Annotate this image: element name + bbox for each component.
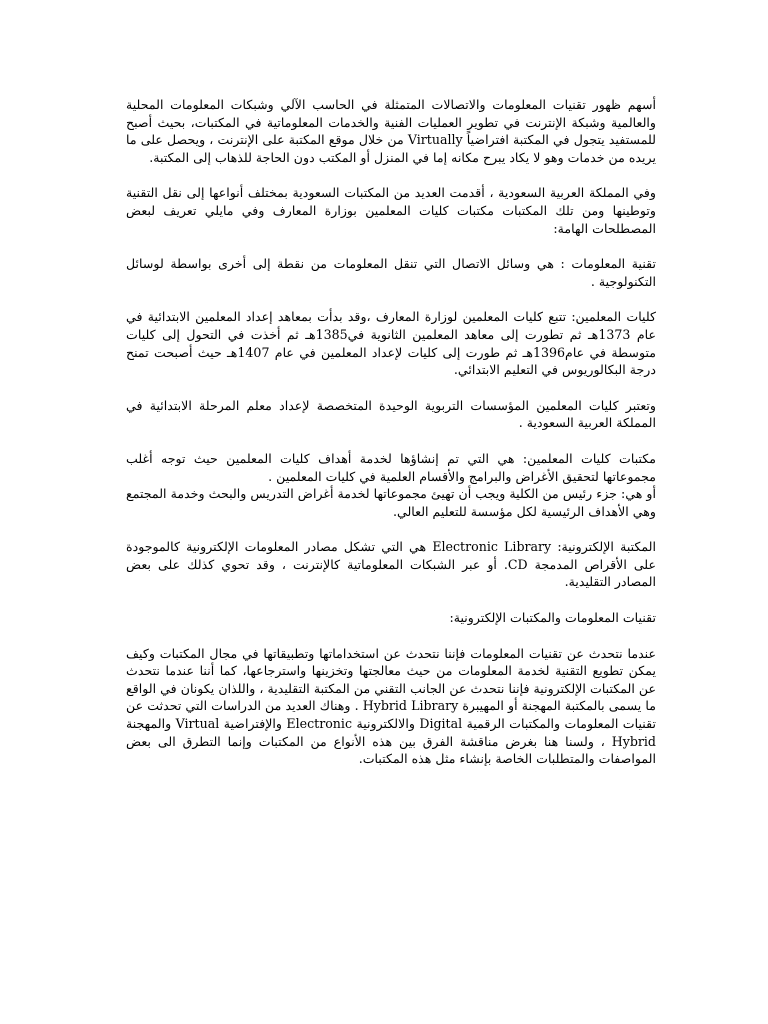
paragraph-it-and-libraries: عندما نتحدث عن تقنيات المعلومات فإننا نتحدث عن استخداماتها وتطبيقاتها في مجال المكتبات وكيف يمكن تطويع التقنية لخدمة المعلومات من حيث معالجتها وتخزينها واسترجاعها، كما أننا عندما نتحدث عن المكتبات الإلكترونية فإننا نتحدث عن الجانب التقني من المكتبة التقليدية ، واللذان يكونان في الواقع ما يسمى بالمكتبة المهجنة أو المهيبرة Hybrid Library . وهناك العديد من الدراسات التي تحدثت عن تقنيات المعلومات والمكتبات الرقمية Digital والالكترونية Electronic والإفتراضية Virtual والمهجنة Hybrid ، ولسنا هنا بغرض مناقشة الفرق بين هذه الأنواع من المكتبات وإنما التطرق الى بعض المواصفات والمتطلبات الخاصة بإنشاء مثل هذه المكتبات.	[126, 645, 656, 767]
paragraph-college-libraries-alt: أو هي: جزء رئيس من الكلية ويجب أن تهيئ مجموعاتها لخدمة أغراض التدريس والبحث وخدمة المجتمع وهي الأهداف الرئيسية لكل مؤسسة للتعليم العالي.	[126, 486, 656, 519]
paragraph-saudi-libraries: وفي المملكة العربية السعودية ، أقدمت العديد من المكتبات السعودية بمختلف أنواعها إلى نقل التقنية وتوطينها ومن تلك المكتبات مكتبات كليات المعلمين بوزارة المعارف وفي مايلي تعريف لبعض المصطلحات الهامة:	[126, 185, 656, 236]
document-body	[126, 96, 656, 786]
paragraph-electronic-library: المكتبة الإلكترونية: Electronic Library هي التي تشكل مصادر المعلومات الإلكترونية كالموجودة على الأقراص المدمجة CD. أو عبر الشبكات المعلوماتية كالإنترنت ، وقد تحوي كذلك على بعض المصادر التقليدية.	[126, 539, 656, 590]
paragraph-teachers-colleges: كليات المعلمين: تتبع كليات المعلمين لوزارة المعارف ،وقد بدأت بمعاهد إعداد المعلمين الابتدائية في عام 1373هـ ثم تطورت إلى معاهد المعلمين الثانوية في1385هـ ثم أخذت في التحول إلى كليات متوسطة في عام1396هـ ثم طورت إلى كليات لإعداد المعلمين في عام 1407هـ حيث أصبحت تمنح درجة البكالوريوس في التعليم الابتدائي.	[126, 309, 657, 378]
paragraph-college-libraries: مكتبات كليات المعلمين: هي التي تم إنشاؤها لخدمة أهداف كليات المعلمين حيث توجه أغلب مجموعاتها لتحقيق الأغراض والبرامج والأقسام العلمية في كليات المعلمين .	[126, 450, 656, 484]
paragraph-definition-it: تقنية المعلومات : هي وسائل الاتصال التي تنقل المعلومات من نقطة إلى أخرى بواسطة لوسائل التكنولوجية .	[126, 256, 656, 289]
section-heading: تقنيات المعلومات والمكتبات الإلكترونية:	[449, 610, 656, 626]
paragraph-intro: أسهم ظهور تقنيات المعلومات والاتصالات المتمثلة في الحاسب الآلي وشبكات المعلومات المحلية والعالمية وشبكة الإنترنت في تطوير العمليات الفنية والخدمات المعلوماتية في المكتبات، بحيث أصبح للمستفيد يتجول في المكتبة افتراضياً Virtually من خلال موقع المكتبة على الإنترنت ، ويحصل على ما يريده من خدمات وهو لا يكاد يبرح مكانه إما في المنزل أو المكتب دون الحاجة للذهاب إلى المكتبة.	[126, 97, 657, 165]
paragraph-colleges-role: وتعتبر كليات المعلمين المؤسسات التربوية الوحيدة المتخصصة لإعداد معلم المرحلة الابتدائية في المملكة العربية السعودية .	[126, 397, 656, 431]
